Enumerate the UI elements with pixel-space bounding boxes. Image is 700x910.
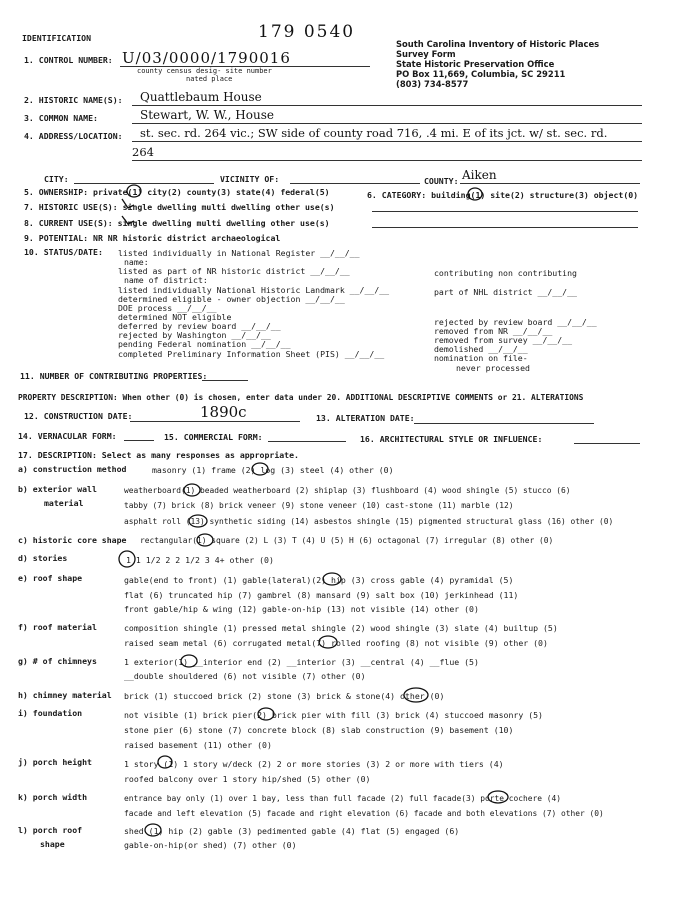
roof-material-options-2: raised seam metal (6) corrugated metal(7) rolled roofing (8) not visible (9) other (0): [124, 638, 548, 648]
exterior-wall-options-1: weatherboard(1) beaded weatherboard (2) shiplap (3) flushboard (4) wood shingle (5) stucco (6): [124, 486, 571, 495]
ownership-line: 5. OWNERSHIP: private(1) city(2) county(3) state(4) federal(5): [24, 187, 330, 197]
chimney-material-options: brick (1) stuccoed brick (2) stone (3) brick & stone(4) other (0): [124, 691, 445, 701]
status-label: 10. STATUS/DATE:: [24, 247, 103, 257]
status-nhl: listed individually National Historic Landmark __/__/__: [118, 285, 390, 295]
foundation-label: i) foundation: [18, 708, 83, 718]
architectural-style-label: 16. ARCHITECTURAL STYLE OR INFLUENCE:: [360, 434, 543, 444]
mark-current-single: [122, 216, 134, 224]
roof-shape-options-3: front gable/hip & wing (12) gable-on-hip (13) not visible (14) other (0): [124, 604, 479, 614]
mark-exterior-chimney: [181, 655, 197, 667]
historic-names-value: Quattlebaum House: [140, 90, 262, 104]
porch-height-options-1: 1 story (1) 1 story w/deck (2) 2 or more stories (3) 2 or more with tiers (4): [124, 759, 504, 769]
org-line-1: South Carolina Inventory of Historic Places: [396, 39, 600, 49]
status-rejected-review: rejected by review board __/__/__: [434, 317, 597, 327]
foundation-options-2: stone pier (6) stone (7) concrete block (8) slab construction (9) basement (10): [124, 725, 514, 735]
vicinity-label: VICINITY OF:: [220, 174, 280, 184]
exterior-wall-options-2: tabby (7) brick (8) brick veneer (9) stone veneer (10) cast-stone (11) marble (12): [124, 501, 514, 510]
porch-width-options-1: entrance bay only (1) over 1 bay, less than full facade (2) full facade(3) porte cochere (4): [124, 794, 562, 803]
status-nomination: nomination on file-: [434, 353, 528, 363]
org-line-5: (803) 734-8577: [396, 79, 469, 89]
mark-brick-stone: [404, 688, 428, 702]
property-description-note: PROPERTY DESCRIPTION: When other (0) is chosen, enter data under 20. ADDITIONAL DESCRIPTIVE COMMENTS or 21. ALTERATIONS: [18, 393, 584, 402]
mark-building: [468, 188, 482, 200]
exterior-wall-label: b) exterior wall: [18, 484, 97, 494]
mark-stories: [119, 551, 135, 567]
status-doe: DOE process __/__/__: [118, 303, 217, 313]
status-pending: pending Federal nomination __/__/__: [118, 339, 291, 349]
mark-corrugated: [319, 636, 337, 648]
status-name-of-district: name of district:: [124, 275, 208, 285]
status-completed-pis: completed Preliminary Information Sheet (PIS) __/__/__: [118, 349, 385, 359]
org-line-4: PO Box 11,669, Columbia, SC 29211: [396, 69, 566, 79]
county-value: Aiken: [462, 168, 497, 182]
historic-use-line: 7. HISTORIC USE(S): single dwelling multi dwelling other use(s): [24, 202, 335, 212]
address-value-line1: st. sec. rd. 264 vic.; SW side of county road 716, .4 mi. E of its jct. w/ st. sec. rd.: [140, 126, 608, 140]
chimneys-options-1: 1 exterior(1) __interior end (2) __interior (3) __central (4) __flue (5): [124, 657, 479, 667]
porch-height-label: j) porch height: [18, 757, 92, 767]
stories-options: 1 1 1/2 2 2 1/2 3 4+ other (0): [126, 555, 274, 565]
common-name-value: Stewart, W. W., House: [140, 108, 274, 122]
alteration-date-label: 13. ALTERATION DATE:: [316, 413, 415, 423]
roof-shape-options-2: flat (6) truncated hip (7) gambrel (8) mansard (9) salt box (10) jerkinhead (11): [124, 590, 519, 600]
status-rejected-washington: rejected by Washington __/__/__: [118, 330, 271, 340]
historic-core-shape-label: c) historic core shape: [18, 535, 127, 545]
porch-roof-label-2: shape: [40, 839, 65, 849]
commercial-form-label: 15. COMMERCIAL FORM:: [164, 432, 263, 442]
mark-one-story: [158, 756, 172, 768]
status-listed-district: listed as part of NR historic district __/__/__: [118, 266, 350, 276]
construction-date-value: 1890c: [200, 403, 247, 421]
mark-brick-pier: [258, 708, 274, 720]
roof-material-options-1: composition shingle (1) pressed metal shingle (2) wood shingle (3) slate (4) builtup (5): [124, 623, 558, 633]
foundation-options-1: not visible (1) brick pier(2) brick pier with fill (3) brick (4) stuccoed masonry (5): [124, 710, 543, 720]
mark-gable-lateral: [323, 573, 341, 585]
porch-roof-options-1: shed (1) hip (2) gable (3) pedimented gable (4) flat (5) engaged (6): [124, 826, 460, 836]
porch-roof-options-2: gable-on-hip(or shed) (7) other (0): [124, 840, 297, 850]
status-nhl-district: part of NHL district __/__/__: [434, 287, 577, 297]
status-not-eligible: determined NOT eligible: [118, 312, 232, 322]
address-label: 4. ADDRESS/LOCATION:: [24, 131, 123, 141]
status-listed-nr: listed individually in National Register __/__/__: [118, 248, 360, 258]
control-number-value: U/03/0000/1790016: [122, 49, 291, 67]
roof-material-label: f) roof material: [18, 622, 97, 632]
porch-width-options-2: facade and left elevation (5) facade and right elevation (6) facade and both elevations (7) other (0): [124, 809, 604, 818]
status-determined-eligible: determined eligible - owner objection __/__/__: [118, 294, 345, 304]
org-line-3: State Historic Preservation Office: [396, 59, 555, 69]
category-line: 6. CATEGORY: building(1) site(2) structure(3) object(0): [367, 190, 639, 200]
description-instructions: 17. DESCRIPTION: Select as many responses as appropriate.: [18, 450, 299, 460]
control-number-sublabels: county census desig- site number: [137, 67, 272, 75]
exterior-wall-options-3: asphalt roll (13) synthetic siding (14) asbestos shingle (15) pigmented structural glass (16) other (0): [124, 517, 614, 526]
mark-rectangular: [197, 534, 213, 546]
city-label: CITY:: [44, 174, 69, 184]
status-never-processed: never processed: [456, 363, 530, 373]
porch-width-label: k) porch width: [18, 792, 88, 802]
mark-frame: [252, 463, 268, 475]
stories-label: d) stories: [18, 553, 68, 563]
control-number-sublabel-2: nated place: [186, 75, 233, 83]
chimneys-label: g) # of chimneys: [18, 656, 97, 666]
org-line-2: Survey Form: [396, 49, 456, 59]
mark-full-facade: [488, 791, 508, 803]
status-removed-nr: removed from NR __/__/__: [434, 326, 553, 336]
mark-weatherboard: [184, 484, 200, 496]
status-removed-survey: removed from survey __/__/__: [434, 335, 573, 345]
status-demolished: demolished __/__/__: [434, 344, 528, 354]
status-name: name:: [124, 257, 149, 267]
status-deferred: deferred by review board __/__/__: [118, 321, 281, 331]
mark-asphalt-roll: [189, 515, 207, 527]
historic-names-label: 2. HISTORIC NAME(S):: [24, 95, 123, 105]
control-number-label: 1. CONTROL NUMBER:: [24, 55, 113, 65]
porch-height-options-2: roofed balcony over 1 story hip/shed (5) other (0): [124, 774, 371, 784]
porch-roof-label: l) porch roof: [18, 825, 83, 835]
common-name-label: 3. COMMON NAME:: [24, 113, 98, 123]
potential-line: 9. POTENTIAL: NR NR historic district archaeological: [24, 233, 281, 243]
roof-shape-options-1: gable(end to front) (1) gable(lateral)(2) hip (3) cross gable (4) pyramidal (5): [124, 575, 514, 585]
county-label: COUNTY:: [424, 176, 459, 186]
construction-date-label: 12. CONSTRUCTION DATE:: [24, 411, 133, 421]
current-use-line: 8. CURRENT USE(S): single dwelling multi dwelling other use(s): [24, 218, 330, 228]
handwritten-file-number: 179 0540: [258, 22, 356, 42]
vernacular-form-label: 14. VERNACULAR FORM:: [18, 431, 117, 441]
mark-private: [127, 185, 141, 197]
roof-shape-label: e) roof shape: [18, 573, 83, 583]
chimneys-options-2: __double shouldered (6) not visible (7) other (0): [124, 671, 366, 681]
foundation-options-3: raised basement (11) other (0): [124, 740, 272, 750]
chimney-material-label: h) chimney material: [18, 690, 112, 700]
address-value-line2: 264: [132, 145, 154, 159]
mark-historic-single: [122, 199, 134, 208]
construction-method-options: masonry (1) frame (2) log (3) steel (4) other (0): [152, 465, 394, 475]
construction-method-label: a) construction method: [18, 464, 127, 474]
exterior-wall-label-2: material: [44, 498, 84, 508]
historic-core-shape-options: rectangular(1) square (2) L (3) T (4) U (5) H (6) octagonal (7) irregular (8) other (0): [140, 536, 554, 545]
contributing-properties-label: 11. NUMBER OF CONTRIBUTING PROPERTIES:: [20, 371, 208, 381]
mark-shed: [145, 824, 161, 836]
status-contributing: contributing non contributing: [434, 268, 577, 278]
section-heading: IDENTIFICATION: [22, 33, 92, 43]
